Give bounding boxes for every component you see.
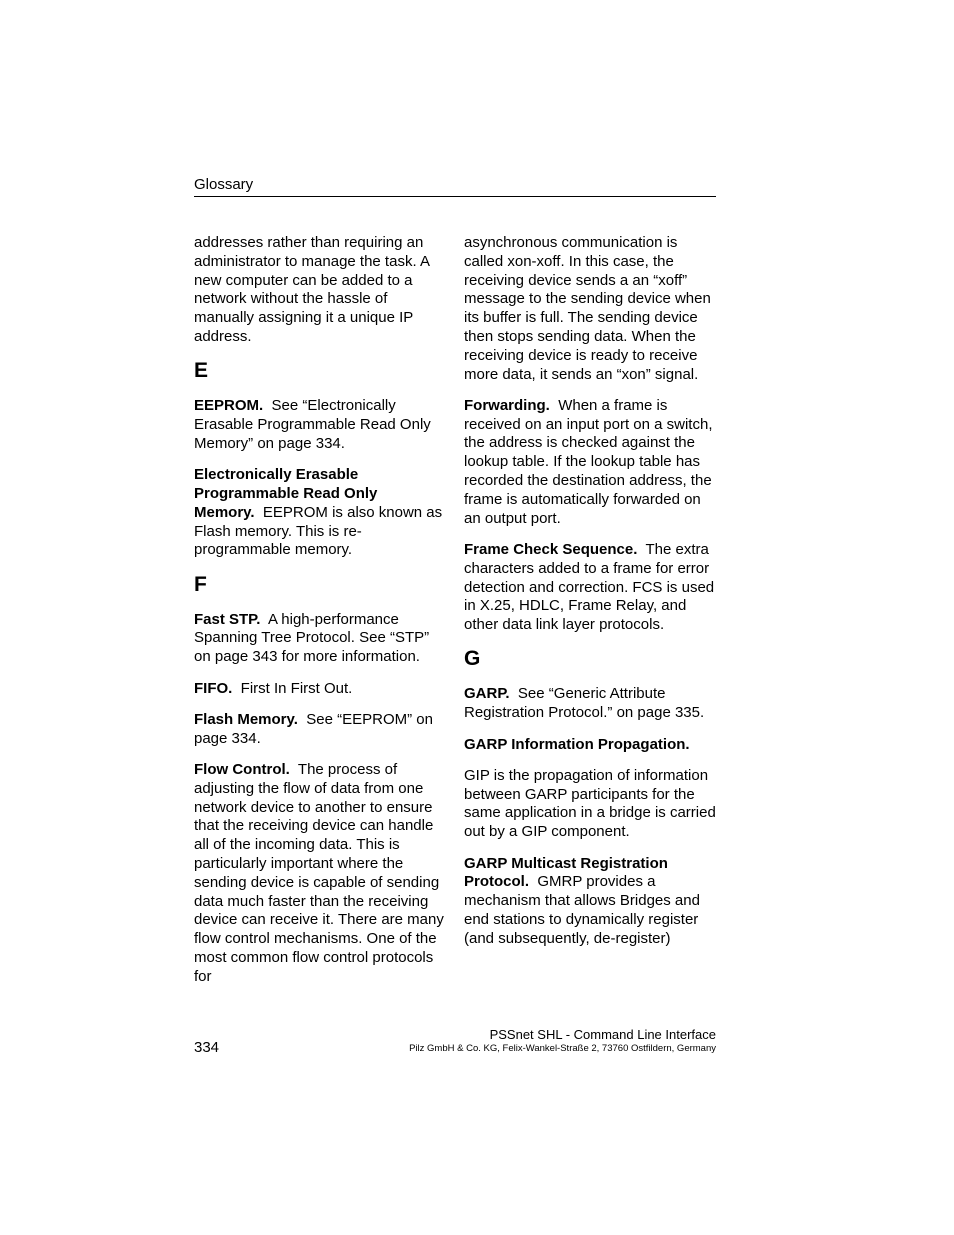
entry-term: Electronically Erasable Programmable Read Only Memory.: [194, 466, 378, 521]
entry-definition: A high-performance Spanning Tree Protocol. See “STP” on page 343 for more information.: [194, 610, 430, 666]
entry-flow-control: [194, 761, 446, 987]
entry-fast-stp: [194, 611, 446, 667]
entry-definition: First In First Out.: [240, 679, 353, 697]
entry-forwarding: [464, 397, 716, 529]
entry-term: FIFO.: [194, 679, 233, 697]
header-rule: [194, 196, 716, 197]
entry-definition: The extra characters added to a frame for error detection and correction. FCS is used in X.25, HDLC, Frame Relay, and other data link layer protocols.: [464, 540, 715, 634]
entry-term: GARP.: [464, 685, 510, 703]
entry-definition: See “Electronically Erasable Programmable Read Only Memory” on page 334.: [194, 397, 431, 452]
entry-definition: When a frame is received on an input port on a switch, the address is checked against the lookup table. If the lookup table has recorded the destination address, the frame is automatically forwarded on an output port.: [464, 396, 713, 527]
entry-definition: The process of adjusting the flow of data from one network device to another to ensure that the receiving device can handle all of the incoming data. This is particularly important where the sending device is capable of sending data much faster than the receiving device can receive it. There are many flow control mechanisms. One of the most common flow control protocols for: [194, 760, 444, 985]
entry-gip-term: [464, 736, 716, 755]
entry-term: GARP Information Propagation.: [464, 735, 690, 753]
page-number: 334: [194, 1039, 220, 1056]
entry-fifo: [194, 680, 446, 699]
entry-definition: See “Generic Attribute Registration Protocol.” on page 335.: [464, 685, 705, 722]
entry-definition: See “EEPROM” on page 334.: [194, 710, 433, 747]
footer-address: Pilz GmbH & Co. KG, Felix-Wankel-Straße 2, 73760 Ostfildern, Germany: [409, 1043, 716, 1054]
intro-paragraph: addresses rather than requiring an administrator to manage the task. A new computer can be added to a network without the hassle of manually assigning it a unique IP address.: [194, 234, 430, 345]
entry-term: GARP Multicast Registration Protocol.: [464, 854, 668, 891]
section-letter-e: E: [194, 359, 209, 383]
entry-definition: EEPROM is also known as Flash memory. This is re-programmable memory.: [194, 503, 443, 559]
left-column: [194, 234, 446, 999]
section-letter-f: F: [194, 572, 207, 596]
entry-term: Flash Memory.: [194, 710, 298, 728]
entry-frame-check-sequence: [464, 541, 716, 635]
entry-term: Flow Control.: [194, 760, 290, 778]
entry-electronically-erasable: [194, 466, 446, 560]
right-column: [464, 234, 716, 961]
entry-definition: GMRP provides a mechanism that allows Bridges and end stations to dynamically register (and subsequently, de-register): [464, 873, 700, 947]
entry-term: Frame Check Sequence.: [464, 540, 638, 558]
entry-term: EEPROM.: [194, 397, 264, 415]
entry-gmrp: [464, 855, 716, 949]
entry-term: Forwarding.: [464, 396, 550, 414]
entry-garp: [464, 685, 716, 723]
entry-term: Fast STP.: [194, 610, 261, 628]
entry-flash-memory: [194, 711, 446, 749]
entry-gip-definition: GIP is the propagation of information between GARP participants for the same application in a bridge is carried out by a GIP component.: [464, 766, 716, 841]
section-letter-g: G: [464, 647, 481, 671]
entry-eeprom: [194, 397, 446, 453]
flow-control-continuation: asynchronous communication is called xon-xoff. In this case, the receiving device sends a an “xoff” message to the sending device when its buffer is full. The sending device then stops sending data. When the receiving device is ready to receive more data, it sends an “xon” signal.: [464, 234, 711, 383]
page-header-title: Glossary: [194, 176, 254, 193]
footer-product-name: PSSnet SHL - Command Line Interface: [489, 1027, 716, 1042]
